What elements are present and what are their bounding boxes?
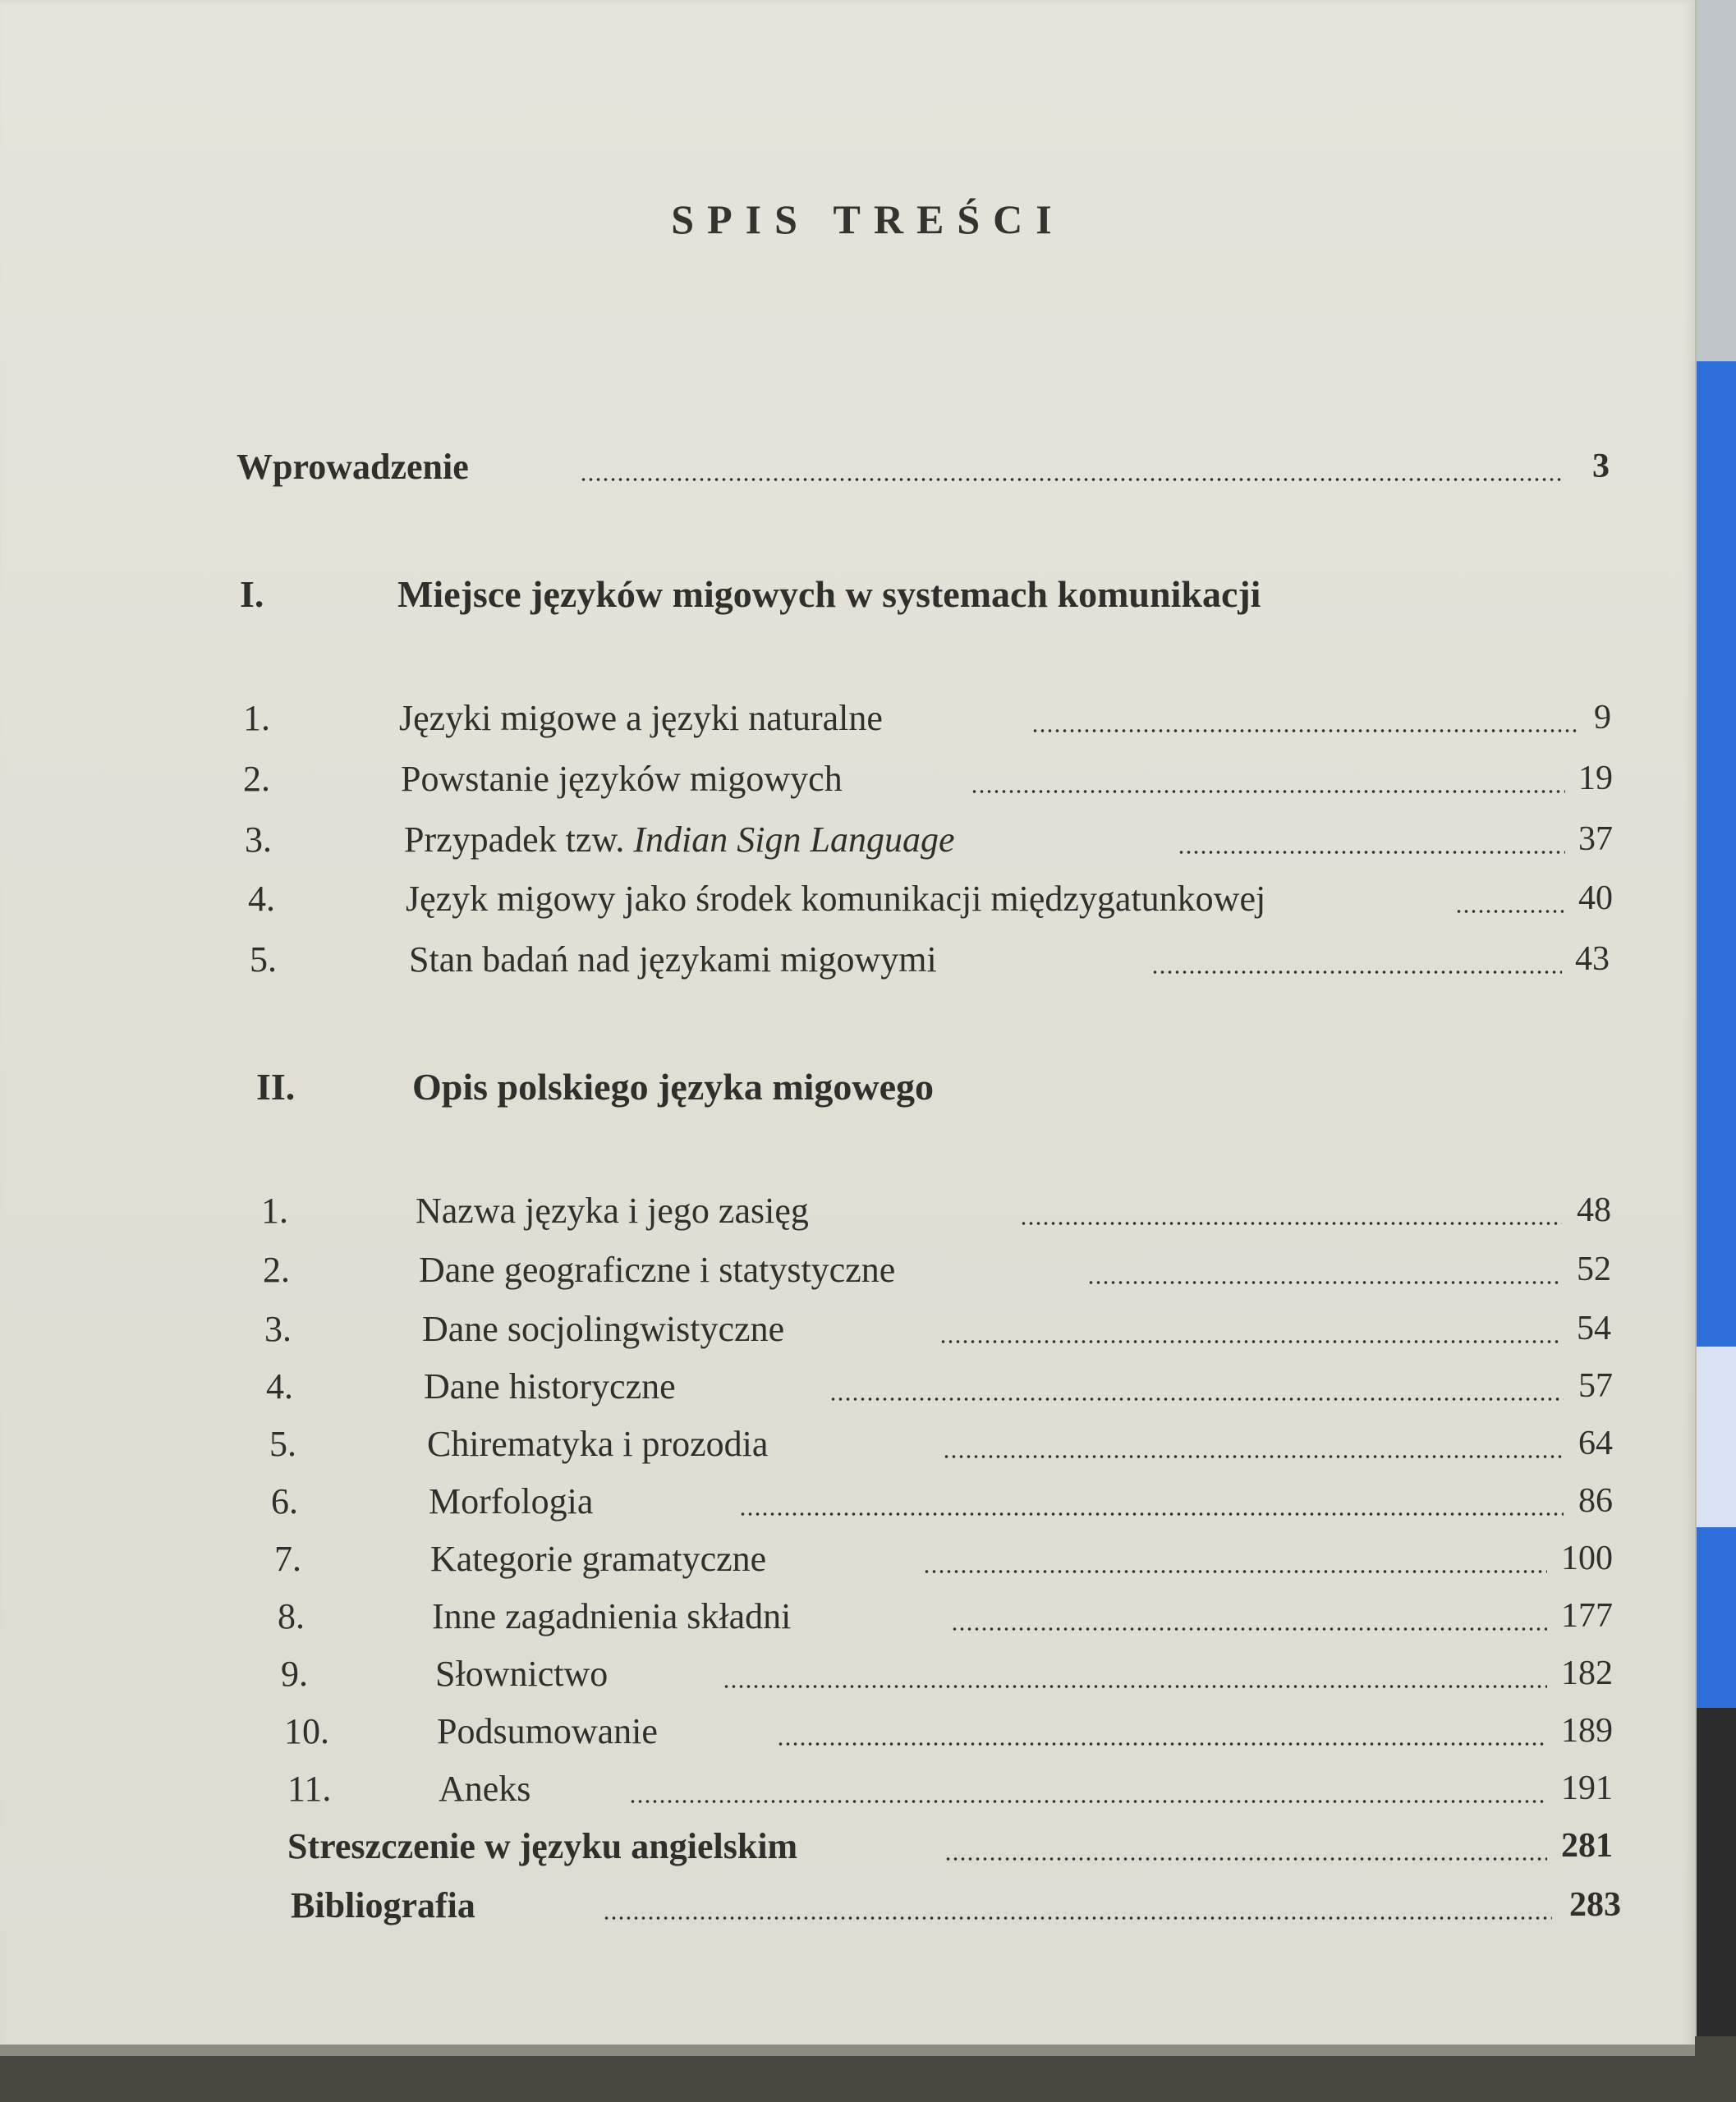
toc-entry <box>243 755 1613 805</box>
toc-page-number: 40 <box>1578 879 1613 917</box>
section-heading-1 <box>240 567 1472 616</box>
toc-page-number: 191 <box>1561 1769 1613 1807</box>
dot-leader <box>1455 910 1564 913</box>
toc-page-number: 52 <box>1577 1251 1611 1288</box>
toc-entry <box>263 1246 1611 1296</box>
toc-page-number: 86 <box>1578 1482 1613 1520</box>
toc-page-number: 64 <box>1578 1425 1613 1462</box>
background-monitor <box>1697 361 1736 1708</box>
toc-page-number: 9 <box>1594 699 1611 737</box>
toc-label <box>404 819 955 861</box>
toc-label: Kategorie gramatyczne <box>430 1539 767 1579</box>
toc-number: 4. <box>266 1366 293 1407</box>
toc-number: 2. <box>263 1250 290 1290</box>
toc-label: Dane historyczne <box>424 1366 676 1407</box>
toc-entry <box>287 1765 1613 1815</box>
toc-number: 10. <box>284 1711 329 1751</box>
page-edge <box>0 2045 1695 2056</box>
toc-entry <box>266 1363 1613 1412</box>
dot-leader <box>943 1455 1564 1458</box>
toc-page-number: 281 <box>1561 1827 1613 1865</box>
toc-label: Bibliografia <box>291 1885 475 1925</box>
dot-leader <box>1151 971 1562 974</box>
toc-page-number: 57 <box>1578 1367 1613 1405</box>
toc-number: 2. <box>243 759 270 799</box>
toc-label: Dane socjolingwistyczne <box>422 1309 785 1349</box>
dot-leader <box>939 1340 1562 1343</box>
toc-number: 1. <box>243 698 270 738</box>
dot-leader <box>829 1398 1564 1401</box>
toc-page-number: 189 <box>1561 1712 1613 1750</box>
toc-number: 4. <box>248 879 275 919</box>
toc-page-number: 182 <box>1561 1655 1613 1692</box>
toc-entry-bibliography <box>291 1882 1621 1931</box>
toc-label: Powstanie języków migowych <box>401 759 843 799</box>
section-title: Miejsce języków migowych w systemach komunikacji <box>397 573 1261 615</box>
toc-number: 9. <box>281 1654 308 1694</box>
toc-page-number: 43 <box>1575 940 1610 978</box>
toc-entry <box>269 1420 1613 1470</box>
toc-number: 5. <box>269 1424 296 1464</box>
toc-entry <box>284 1708 1613 1757</box>
toc-number: 3. <box>264 1309 292 1349</box>
dot-leader <box>971 790 1565 793</box>
toc-label: Stan badań nad językami migowymi <box>409 939 937 980</box>
toc-label: Języki migowe a języki naturalne <box>399 698 883 738</box>
dot-leader <box>951 1627 1547 1631</box>
toc-number: 6. <box>271 1481 298 1521</box>
toc-entry <box>281 1650 1613 1700</box>
toc-page-number: 48 <box>1577 1191 1611 1229</box>
toc-label: Chirematyka i prozodia <box>427 1424 769 1464</box>
toc-label-prefix: Przypadek tzw. <box>404 819 634 860</box>
toc-page-number: 54 <box>1577 1310 1611 1347</box>
toc-entry <box>248 875 1613 925</box>
toc-entry <box>271 1478 1613 1527</box>
dot-leader <box>944 1857 1547 1861</box>
toc-page-number: 19 <box>1578 760 1613 797</box>
dot-leader <box>603 1916 1552 1920</box>
toc-label: Wprowadzenie <box>237 447 469 487</box>
toc-entry <box>250 936 1610 985</box>
dot-leader <box>1031 729 1578 732</box>
toc-page-number: 283 <box>1569 1886 1621 1924</box>
dot-leader <box>629 1800 1547 1803</box>
dot-leader <box>723 1685 1547 1688</box>
monitor-glare <box>1697 1347 1736 1527</box>
toc-label: Język migowy jako środek komunikacji międzygatunkowej <box>406 879 1266 919</box>
toc-number: 1. <box>261 1191 288 1231</box>
section-number: I. <box>240 573 264 615</box>
toc-label: Słownictwo <box>435 1654 609 1694</box>
toc-label: Dane geograficzne i statystyczne <box>419 1250 896 1290</box>
dot-leader <box>923 1570 1547 1573</box>
toc-number: 3. <box>245 819 272 860</box>
toc-number: 11. <box>287 1769 332 1809</box>
toc-number: 7. <box>274 1539 301 1579</box>
toc-entry <box>261 1187 1611 1237</box>
toc-label: Aneks <box>439 1769 531 1809</box>
toc-entry <box>243 695 1611 744</box>
background-bezel <box>1697 1708 1736 2036</box>
dot-leader <box>1087 1281 1562 1284</box>
section-number: II. <box>256 1066 296 1108</box>
toc-entry-summary <box>287 1823 1613 1872</box>
toc-page-number: 177 <box>1561 1597 1613 1635</box>
toc-entry <box>278 1593 1613 1642</box>
dot-leader <box>1020 1222 1562 1225</box>
section-title: Opis polskiego języka migowego <box>412 1066 935 1108</box>
toc-page-number: 3 <box>1592 447 1610 485</box>
dot-leader <box>580 478 1564 481</box>
toc-entry-intro <box>237 443 1610 493</box>
toc-label: Inne zagadnienia składni <box>432 1596 792 1636</box>
toc-number: 5. <box>250 939 277 980</box>
toc-page-number: 37 <box>1578 820 1613 858</box>
toc-label-italic: Indian Sign Language <box>633 819 955 860</box>
dot-leader <box>777 1742 1547 1746</box>
dot-leader <box>739 1512 1564 1516</box>
toc-label: Streszczenie w języku angielskim <box>287 1826 798 1866</box>
toc-entry <box>245 816 1613 865</box>
toc-label: Morfologia <box>429 1481 594 1521</box>
toc-page-number: 100 <box>1561 1540 1613 1577</box>
toc-label: Nazwa języka i jego zasięg <box>416 1191 809 1231</box>
toc-entry <box>274 1535 1613 1585</box>
toc-entry <box>264 1306 1611 1355</box>
section-heading-2 <box>256 1059 1242 1108</box>
dot-leader <box>1178 851 1565 854</box>
toc-label: Podsumowanie <box>437 1711 658 1751</box>
page-title: SPIS TREŚCI <box>671 196 1065 242</box>
toc-number: 8. <box>278 1596 305 1636</box>
